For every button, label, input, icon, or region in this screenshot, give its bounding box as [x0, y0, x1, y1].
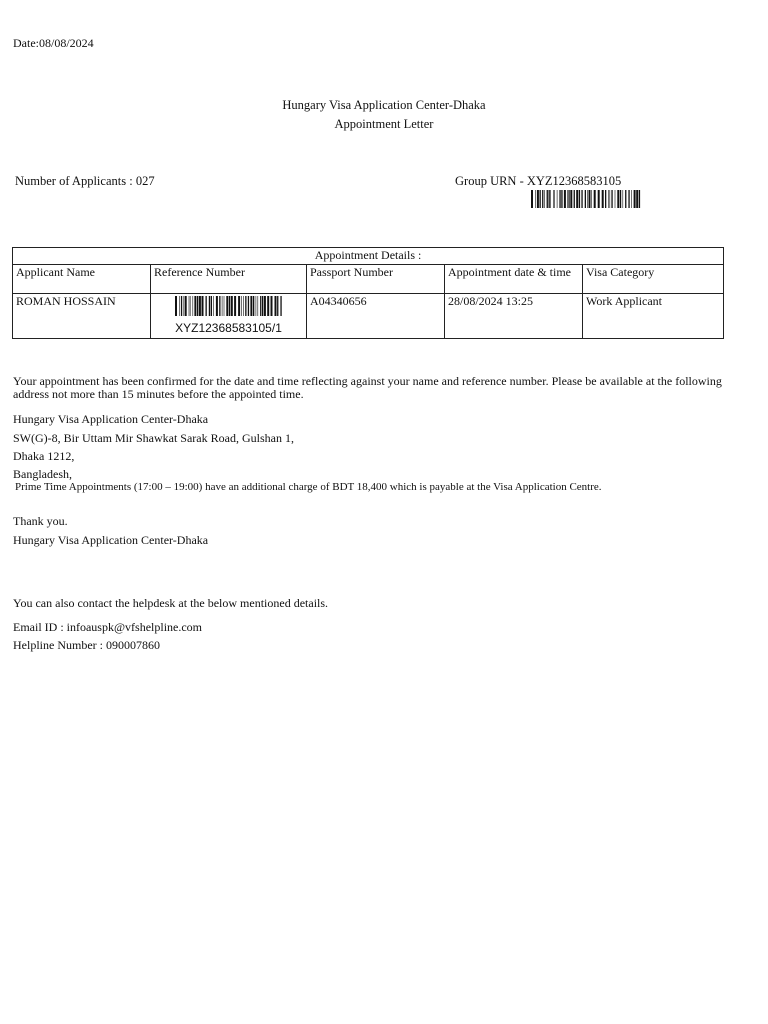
column-header-visa-category: Visa Category: [583, 265, 724, 294]
appointment-details-table: [12, 247, 724, 339]
table-caption: Appointment Details :: [13, 248, 724, 265]
number-of-applicants: Number of Applicants : 027: [15, 174, 155, 188]
column-header-applicant-name: Applicant Name: [13, 265, 151, 294]
group-urn-barcode: [531, 190, 641, 208]
table-row: [13, 294, 724, 339]
reference-number-cell: [151, 294, 307, 339]
center-name-title: Hungary Visa Application Center-Dhaka: [282, 98, 486, 112]
reference-barcode: [175, 296, 283, 316]
contact-email: Email ID : infoauspk@vfshelpline.com: [13, 620, 203, 634]
address-line: Bangladesh,: [13, 467, 72, 481]
address-line: Hungary Visa Application Center-Dhaka: [13, 412, 209, 426]
address-line: SW(G)-8, Bir Uttam Mir Shawkat Sarak Road, Gulshan 1,: [13, 431, 294, 445]
column-header-reference-number: Reference Number: [151, 265, 307, 294]
helpline-number: Helpline Number : 090007860: [13, 638, 160, 652]
confirmation-paragraph: Your appointment has been confirmed for the date and time reflecting against your name and reference number. Please be available at the following address not more than 15 minutes before the appointed time.: [13, 374, 722, 401]
reference-number-text: XYZ12368583105/1: [175, 321, 282, 335]
prime-time-note: Prime Time Appointments (17:00 – 19:00) have an additional charge of BDT 18,400 which is payable at the Visa Application Centre.: [15, 481, 602, 493]
address-line: Dhaka 1212,: [13, 449, 75, 463]
thank-you-text: Thank you.: [13, 514, 68, 528]
letter-title: Appointment Letter: [334, 117, 434, 131]
visa-category-cell: Work Applicant: [583, 294, 724, 339]
appointment-datetime-cell: 28/08/2024 13:25: [445, 294, 583, 339]
signature-text: Hungary Visa Application Center-Dhaka: [13, 533, 209, 547]
column-header-passport-number: Passport Number: [307, 265, 445, 294]
letter-date: Date:08/08/2024: [13, 36, 94, 50]
passport-number-cell: A04340656: [307, 294, 445, 339]
helpdesk-intro: You can also contact the helpdesk at the below mentioned details.: [13, 596, 329, 610]
applicant-name-cell: ROMAN HOSSAIN: [13, 294, 151, 339]
column-header-appointment-datetime: Appointment date & time: [445, 265, 583, 294]
group-urn: Group URN - XYZ12368583105: [455, 174, 622, 188]
